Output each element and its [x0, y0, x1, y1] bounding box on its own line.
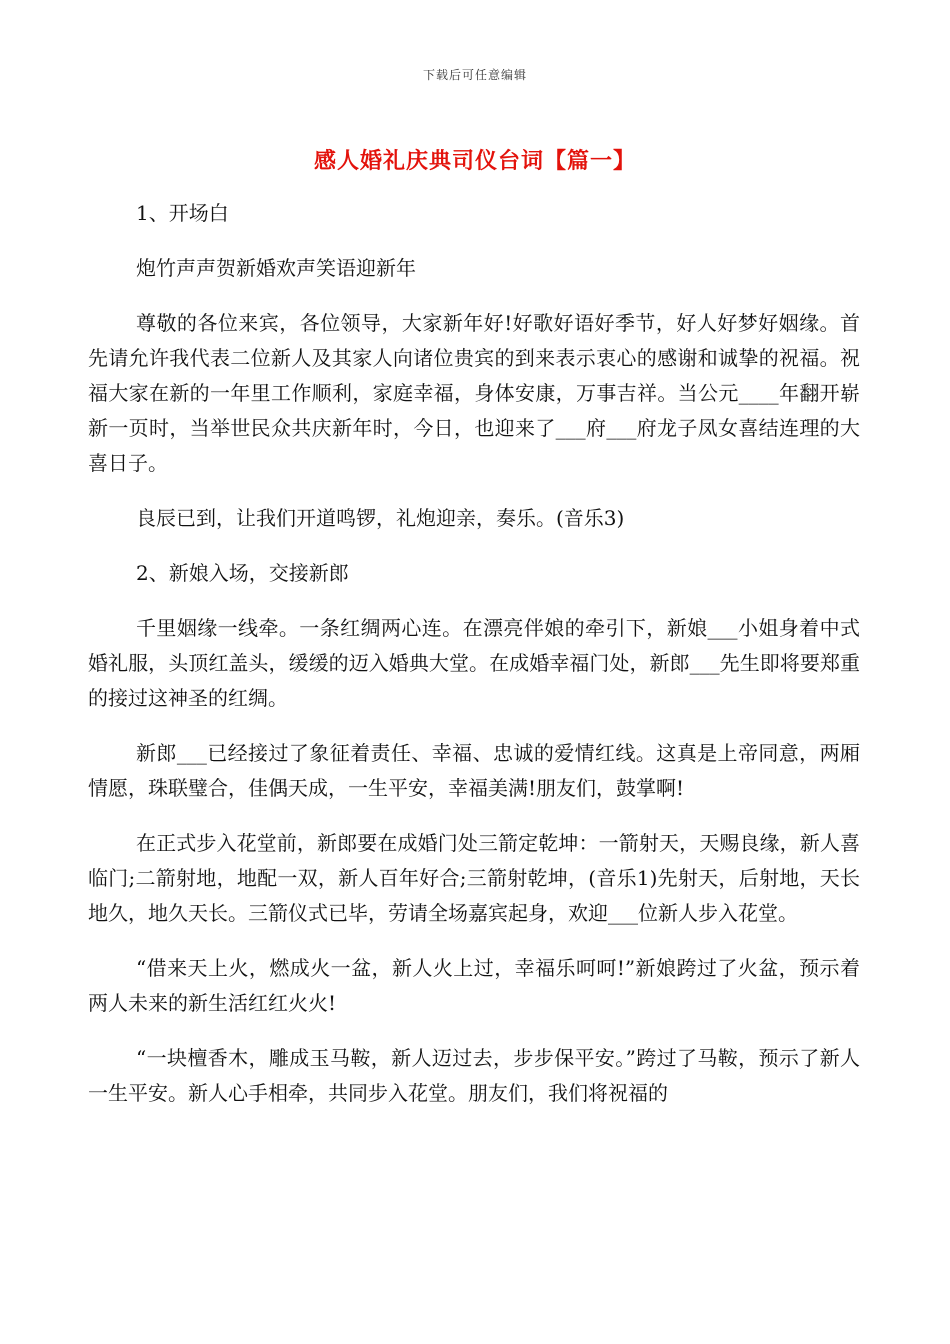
document-body — [88, 196, 860, 1131]
opening-couplet: 炮竹声声贺新婚欢声笑语迎新年 — [136, 256, 416, 280]
paragraph-music-cue: 良辰已到，让我们开道鸣锣，礼炮迎亲，奏乐。(音乐3) — [136, 506, 625, 530]
paragraph-three-arrows: 在正式步入花堂前，新郎要在成婚门处三箭定乾坤：一箭射天，天赐良缘，新人喜临门;二箭射地，地配一双，新人百年好合;三箭射乾坤，(音乐1)先射天，后射地，天长地久，地久天长。三箭仪式已毕，劳请全场嘉宾起身，欢迎___位新人步入花堂。 — [88, 831, 860, 925]
paragraph-groom: 新郎___已经接过了象征着责任、幸福、忠诚的爱情红线。这真是上帝同意，两厢情愿，珠联璧合，佳偶天成，一生平安，幸福美满!朋友们，鼓掌啊! — [88, 741, 860, 800]
paragraph-welcome: 尊敬的各位来宾，各位领导，大家新年好!好歌好语好季节，好人好梦好姻缘。首先请允许我代表二位新人及其家人向诸位贵宾的到来表示衷心的感谢和诚挚的祝福。祝福大家在新的一年里工作顺利，家庭幸福，身体安康，万事吉祥。当公元____年翻开崭新一页时，当举世民众共庆新年时，今日，也迎来了___府___府龙子凤女喜结连理的大喜日子。 — [88, 311, 860, 475]
paragraph-saddle: “一块檀香木，雕成玉马鞍，新人迈过去，步步保平安。”跨过了马鞍，预示了新人一生平安。新人心手相牵，共同步入花堂。朋友们，我们将祝福的 — [88, 1046, 860, 1105]
paragraph-fire-basin: “借来天上火，燃成火一盆，新人火上过，幸福乐呵呵!”新娘跨过了火盆，预示着两人未来的新生活红红火火! — [88, 956, 860, 1015]
header-note: 下载后可任意编辑 — [422, 68, 527, 82]
document-title: 感人婚礼庆典司仪台词【篇一】 — [313, 148, 636, 174]
section-heading-opening: 1、开场白 — [136, 201, 229, 225]
paragraph-red-silk: 千里姻缘一线牵。一条红绸两心连。在漂亮伴娘的牵引下，新娘___小姐身着中式婚礼服，头顶红盖头，缓缓的迈入婚典大堂。在成婚幸福门处，新郎___先生即将要郑重的接过这神圣的红绸。 — [88, 616, 860, 710]
section-heading-bride-entrance: 2、新娘入场，交接新郎 — [136, 561, 349, 585]
